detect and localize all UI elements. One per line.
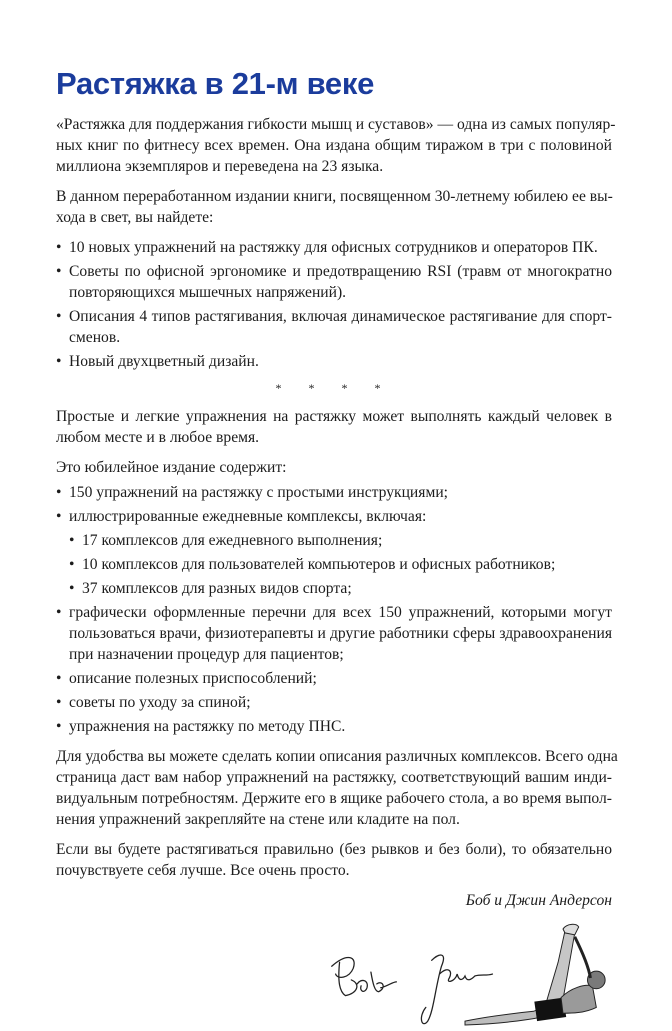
list-item xyxy=(69,554,612,575)
list-item xyxy=(56,602,612,665)
text-line: при назначении процедур для пациентов; xyxy=(69,646,344,663)
text-line: • Советы по офисной эргономике и предотвращению RSI (травм от многократно xyxy=(69,263,612,280)
text-line: почувствуете себя лучше. Все очень просто. xyxy=(56,862,350,879)
author-name: Боб и Джин Андерсон xyxy=(465,892,612,909)
text-line: «Растяжка для поддержания гибкости мышц и суставов» — одна из самых популяр- xyxy=(56,116,616,133)
page xyxy=(56,64,618,1031)
text-line: • упражнения на растяжку по методу ПНС. xyxy=(69,718,346,735)
list-item xyxy=(56,237,612,258)
paragraph xyxy=(56,186,612,228)
text-line: Если вы будете растягиваться правильно (без рывков и без боли), то обязательно xyxy=(56,841,612,858)
text-line: • графически оформленные перечни для всех 150 упражнений, которыми могут xyxy=(69,604,612,621)
text-line: • Новый двухцветный дизайн. xyxy=(69,353,259,370)
list-item xyxy=(56,716,612,737)
list-item xyxy=(56,306,612,348)
features-list xyxy=(56,237,612,372)
list-item xyxy=(56,261,612,303)
paragraph xyxy=(56,114,616,177)
section-separator: * * * * xyxy=(275,381,393,395)
middle-section xyxy=(56,406,612,478)
text-line: хода в свет, вы найдете: xyxy=(56,209,214,226)
list-item xyxy=(56,692,612,713)
text-line: миллиона экземпляров и переведена на 23 языка. xyxy=(56,158,384,175)
text-line: • 10 комплексов для пользователей компьютеров и офисных работников; xyxy=(82,556,556,573)
text-line: любом месте и в любое время. xyxy=(56,429,260,446)
list-item xyxy=(56,482,612,503)
text-line: Для удобства вы можете сделать копии описания различных комплексов. Всего одна xyxy=(56,748,618,765)
list-item xyxy=(56,506,612,527)
list-item xyxy=(69,578,612,599)
text-line: страница даст вам набор упражнений на растяжку, соответствующий вашим инди- xyxy=(56,769,612,786)
text-line: видуальным потребностям. Держите его в ящике рабочего стола, а во время выпол- xyxy=(56,790,612,807)
handwritten-signature xyxy=(332,955,493,1024)
text-line: • 150 упражнений на растяжку с простыми инструкциями; xyxy=(69,484,448,501)
text-line: пользоваться врачи, физиотерапевты и другие работники сферы здравоохранения xyxy=(69,625,612,642)
text-line: Простые и легкие упражнения на растяжку может выполнять каждый человек в xyxy=(56,408,612,425)
text-line: В данном переработанном издании книги, посвященном 30-летнему юбилею ее вы- xyxy=(56,188,613,205)
text-line: повторяющихся мышечных напряжений). xyxy=(69,284,347,301)
paragraph xyxy=(56,406,612,448)
paragraph xyxy=(56,746,618,830)
text-line: • 10 новых упражнений на растяжку для офисных сотрудников и операторов ПК. xyxy=(69,239,598,256)
contents-list xyxy=(56,482,612,737)
text-line: • Описания 4 типов растягивания, включая динамическое растягивание для спорт- xyxy=(69,308,612,325)
list-item xyxy=(69,530,612,551)
list-item xyxy=(56,351,612,372)
text-line: • 37 комплексов для разных видов спорта; xyxy=(82,580,352,597)
text-line: Это юбилейное издание содержит: xyxy=(56,459,287,476)
text-line: • описание полезных приспособлений; xyxy=(69,670,317,687)
page-title: Растяжка в 21-м веке xyxy=(56,66,375,101)
text-line: сменов. xyxy=(69,329,121,346)
text-line: • иллюстрированные ежедневные комплексы, включая: xyxy=(69,508,427,525)
list-item xyxy=(56,668,612,689)
paragraph xyxy=(56,839,612,881)
signature-and-stretch-illustration xyxy=(318,923,612,1031)
text-line: • 17 комплексов для ежедневного выполнения; xyxy=(82,532,383,549)
text-line: ных книг по фитнесу всех времен. Она издана общим тиражом в три с половиной xyxy=(56,137,612,154)
paragraph xyxy=(56,457,612,478)
text-line: • советы по уходу за спиной; xyxy=(69,694,251,711)
intro-section xyxy=(56,114,616,228)
text-line: нения упражнений закрепляйте на стене или кладите на пол. xyxy=(56,811,460,828)
closing-section xyxy=(56,746,618,881)
